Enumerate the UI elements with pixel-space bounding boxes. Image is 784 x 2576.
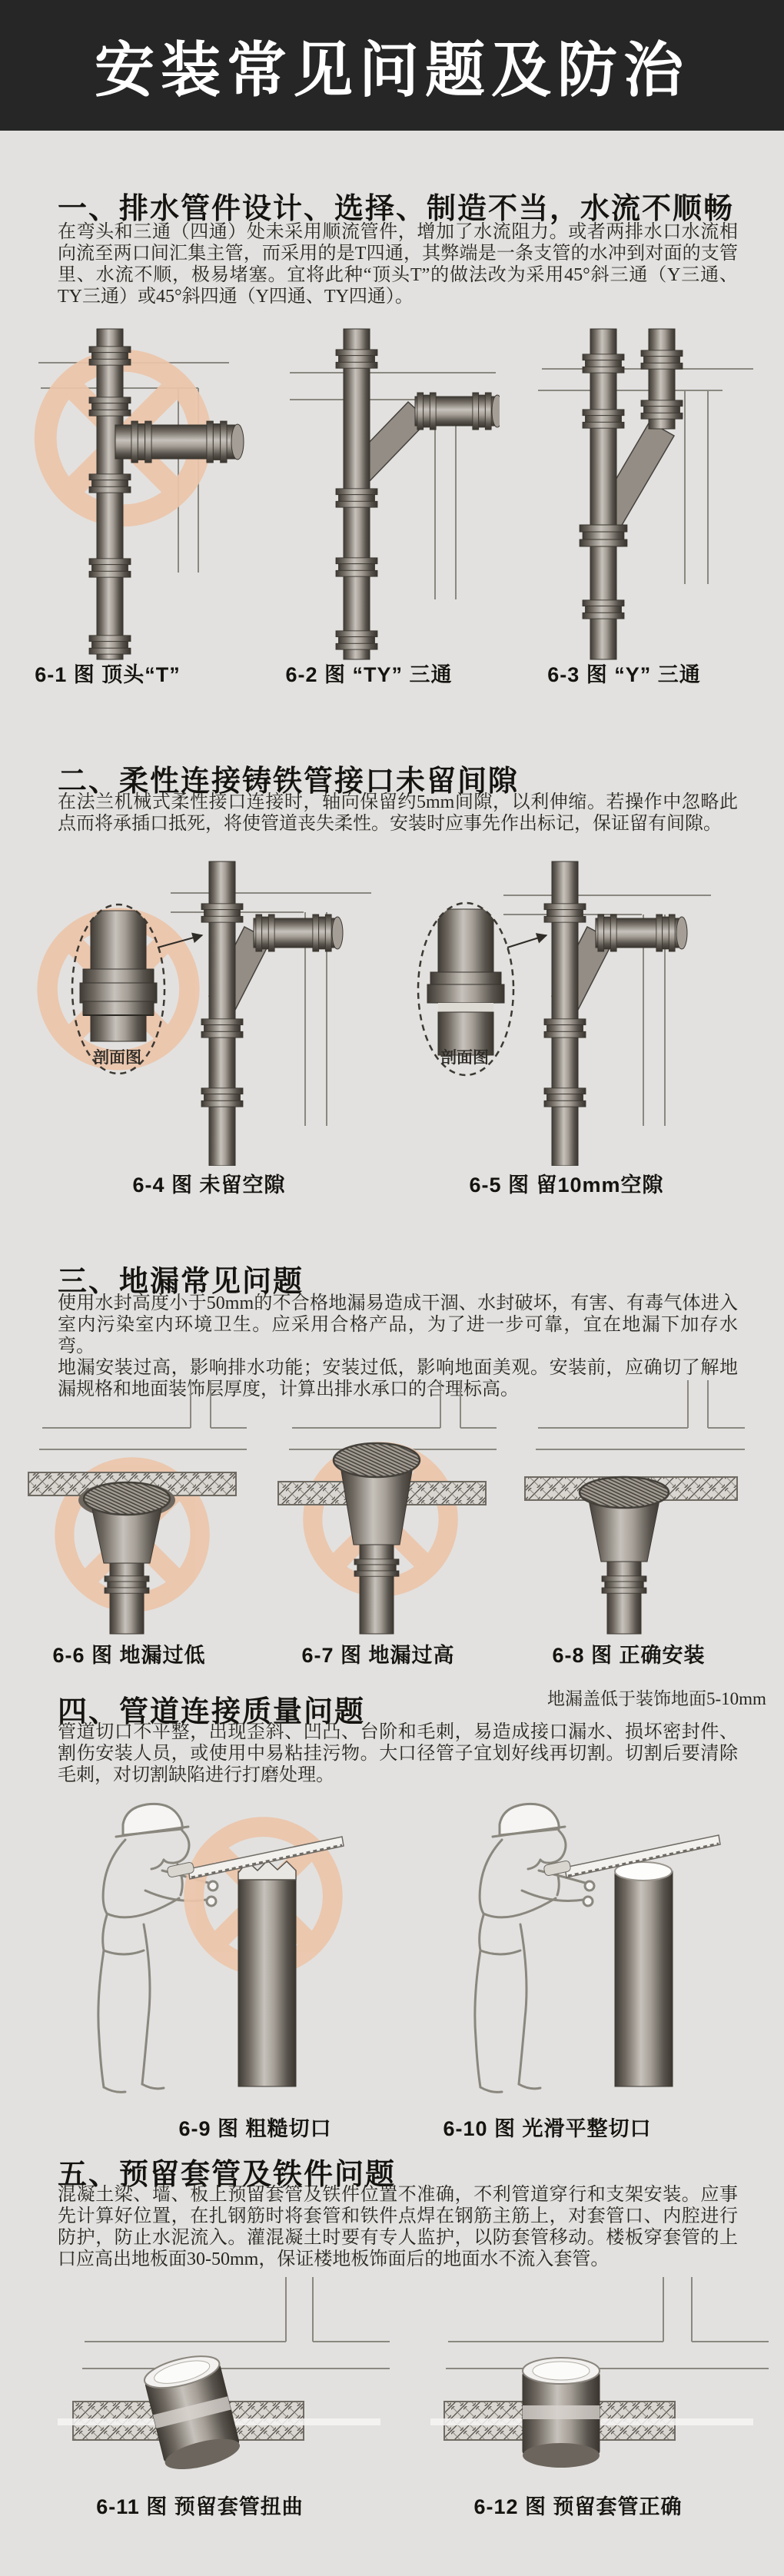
joint-cutaway-detail xyxy=(80,911,157,1041)
pipe-coupling xyxy=(583,354,624,373)
pipe-coupling xyxy=(656,915,675,951)
joint-cutaway-detail xyxy=(427,909,504,1055)
pipe-coupling xyxy=(473,393,491,430)
pipe-coupling xyxy=(641,400,683,419)
pipe-coupling xyxy=(201,904,243,922)
figure-6-11-illustration xyxy=(42,2271,396,2471)
figure-6-8-illustration xyxy=(503,1377,749,1638)
figure-6-5-illustration xyxy=(388,857,749,1166)
gap-band xyxy=(438,1003,493,1012)
caption-6-2: 6-2 图 “TY” 三通 xyxy=(285,663,453,686)
cutaway-label: 剖面图 xyxy=(93,1049,141,1067)
section-4-paragraph: 管道切口不平整，出现歪斜、凹凸、台阶和毛刺，易造成接口漏水、损坏密封件、割伤安装人员，或使用中易粘挂污物。大口径管子宜划好线再切割。切割后要清除毛刺，对切割缺陷进行打磨处理。 xyxy=(58,1722,738,1785)
wall-lines xyxy=(39,1380,247,1449)
pipe-coupling xyxy=(201,1019,243,1037)
section-3-paragraph-2: 地漏安装过高，影响排水功能；安装过低，影响地面美观。安装前，应确切了解地漏规格和地面装饰层厚度，计算出排水承口的合理标高。 xyxy=(58,1358,738,1399)
section-5-body xyxy=(58,2184,738,2270)
section-1-title: 一、排水管件设计、选择、制造不当，水流不顺畅 xyxy=(58,193,735,225)
figure-6-10-illustration xyxy=(419,1791,742,2098)
pipe-coupling xyxy=(89,474,131,493)
pipe-coupling xyxy=(336,558,377,576)
section-3-title: 三、地漏常见问题 xyxy=(58,1266,304,1298)
wall-lines xyxy=(536,1380,745,1449)
pipe-coupling xyxy=(89,559,131,577)
wall-lines xyxy=(289,1380,497,1449)
pipe-being-cut xyxy=(615,1871,673,2086)
caption-6-10: 6-10 图 光滑平整切口 xyxy=(443,2117,652,2140)
section-5-title: 五、预留套管及铁件问题 xyxy=(58,2159,397,2191)
pipe-coupling xyxy=(544,1019,586,1037)
figure-6-2-illustration xyxy=(254,323,500,665)
pipe-end-cap xyxy=(332,917,343,949)
section-3-paragraph-1: 使用水封高度小于50mm的不合格地漏易造成干涸、水封破坏，有害、有毒气体进入室内污染室内环境卫生。应采用合格产品，为了进一步可靠，宜在地漏下加存水弯。 xyxy=(58,1293,738,1356)
caption-6-7: 6-7 图 地漏过高 xyxy=(301,1644,455,1667)
pipe-coupling xyxy=(583,410,624,428)
caption-6-12: 6-12 图 预留套管正确 xyxy=(473,2495,683,2518)
pipe-coupling xyxy=(336,489,377,507)
wall-lines xyxy=(82,2277,390,2369)
wall-lines xyxy=(446,2277,769,2369)
section-1-paragraph: 在弯头和三通（四通）处未采用顺流管件，增加了水流阻力。或者两排水口水流相向流至两口间汇集主管，而采用的是T四通，其弊端是一条支管的水冲到对面的支管里、水流不顺，极易堵塞。宜将此种“顶头T”的做法改为采用45°斜三通（Y三通、TY三通）或45°斜四通（Y四通、TY四通）。 xyxy=(58,222,738,307)
pipe-coupling xyxy=(89,636,131,654)
figure-6-1-illustration xyxy=(8,323,261,665)
pipe-coupling xyxy=(313,915,331,951)
caption-6-5: 6-5 图 留10mm空隙 xyxy=(469,1173,664,1197)
pipe-coupling xyxy=(89,347,131,365)
section-2-body xyxy=(58,792,738,835)
note-6-8: 地漏盖低于装饰地面5-10mm xyxy=(547,1689,766,1708)
pipe-end-cap xyxy=(676,917,687,949)
pipe-coupling xyxy=(544,904,586,922)
caption-6-4: 6-4 图 未留空隙 xyxy=(132,1173,286,1197)
pipe-coupling xyxy=(598,915,616,951)
caption-6-6: 6-6 图 地漏过低 xyxy=(52,1644,206,1667)
drain-grate xyxy=(580,1477,669,1508)
pipe-coupling xyxy=(544,1088,586,1107)
pipe-coupling xyxy=(89,397,131,416)
pipe-coupling xyxy=(583,600,624,619)
caption-6-1: 6-1 图 顶头“T” xyxy=(35,663,181,686)
sleeve-cylinder-correct xyxy=(523,2358,600,2468)
pipe-coupling xyxy=(641,350,683,369)
figure-6-6-illustration xyxy=(12,1377,250,1638)
pipe-coupling xyxy=(207,421,227,463)
caption-6-9: 6-9 图 粗糙切口 xyxy=(178,2117,332,2140)
figure-6-12-illustration xyxy=(427,2271,780,2471)
pipe-coupling xyxy=(105,1576,149,1593)
section-1-body xyxy=(58,221,738,307)
section-4-title: 四、管道连接质量问题 xyxy=(58,1696,366,1728)
drain-pipe xyxy=(110,1563,144,1634)
section-4-body xyxy=(58,1721,738,1786)
caption-6-11: 6-11 图 预留套管扭曲 xyxy=(96,2495,304,2518)
pipe-coupling xyxy=(336,350,377,368)
drain-grate xyxy=(84,1482,170,1515)
poster-header xyxy=(0,0,784,131)
drain-pipe xyxy=(607,1562,641,1634)
pipe-coupling xyxy=(336,631,377,649)
poster-title: 安装常见问题及防治 xyxy=(94,36,689,104)
pipe-coupling xyxy=(602,1576,646,1593)
figure-6-7-illustration xyxy=(261,1377,500,1638)
pipe-being-cut xyxy=(238,1871,296,2086)
pipe-coupling xyxy=(354,1559,399,1576)
section-2-title: 二、柔性连接铸铁管接口未留间隙 xyxy=(58,765,520,798)
pipe-coupling xyxy=(201,1088,243,1107)
cutaway-label: 剖面图 xyxy=(440,1049,489,1067)
section-2-paragraph: 在法兰机械式柔性接口连接时，轴向保留约5mm间隙，以利伸缩。若操作中忽略此点而将承插口抵死，将使管道丧失柔性。安装时应事先作出标记，保证留有间隙。 xyxy=(58,792,738,834)
caption-6-8: 6-8 图 正确安装 xyxy=(552,1644,706,1667)
figure-6-4-illustration xyxy=(19,857,388,1166)
figure-6-3-illustration xyxy=(492,323,765,665)
drain-grate xyxy=(334,1443,420,1477)
pipe-coupling xyxy=(131,421,151,463)
worker-figure xyxy=(98,1804,218,2092)
pipe-coupling xyxy=(580,525,626,546)
callout-arrow xyxy=(507,935,546,948)
caption-6-3: 6-3 图 “Y” 三通 xyxy=(547,663,701,686)
worker-figure xyxy=(475,1804,594,2092)
drain-pipe xyxy=(360,1545,394,1634)
section-5-paragraph: 混凝土梁、墙、板上预留套管及铁件位置不准确，不利管道穿行和支架安装。应事先计算好位置，在扎钢筋时将套管和铁件点焊在钢筋主筋上，对套管口、内腔进行防护，防止水泥流入。灌混凝土时要有专人监护，以防套管移动。楼板穿套管的上口应高出地板面30-50mm，保证楼地板饰面后的地面水不流入套管。 xyxy=(58,2185,738,2269)
pipe-coupling xyxy=(256,915,274,951)
vertical-pipe xyxy=(97,329,123,659)
pipe-coupling xyxy=(417,393,436,430)
figure-6-9-illustration xyxy=(38,1791,369,2098)
pipe-end-cap xyxy=(231,424,244,460)
